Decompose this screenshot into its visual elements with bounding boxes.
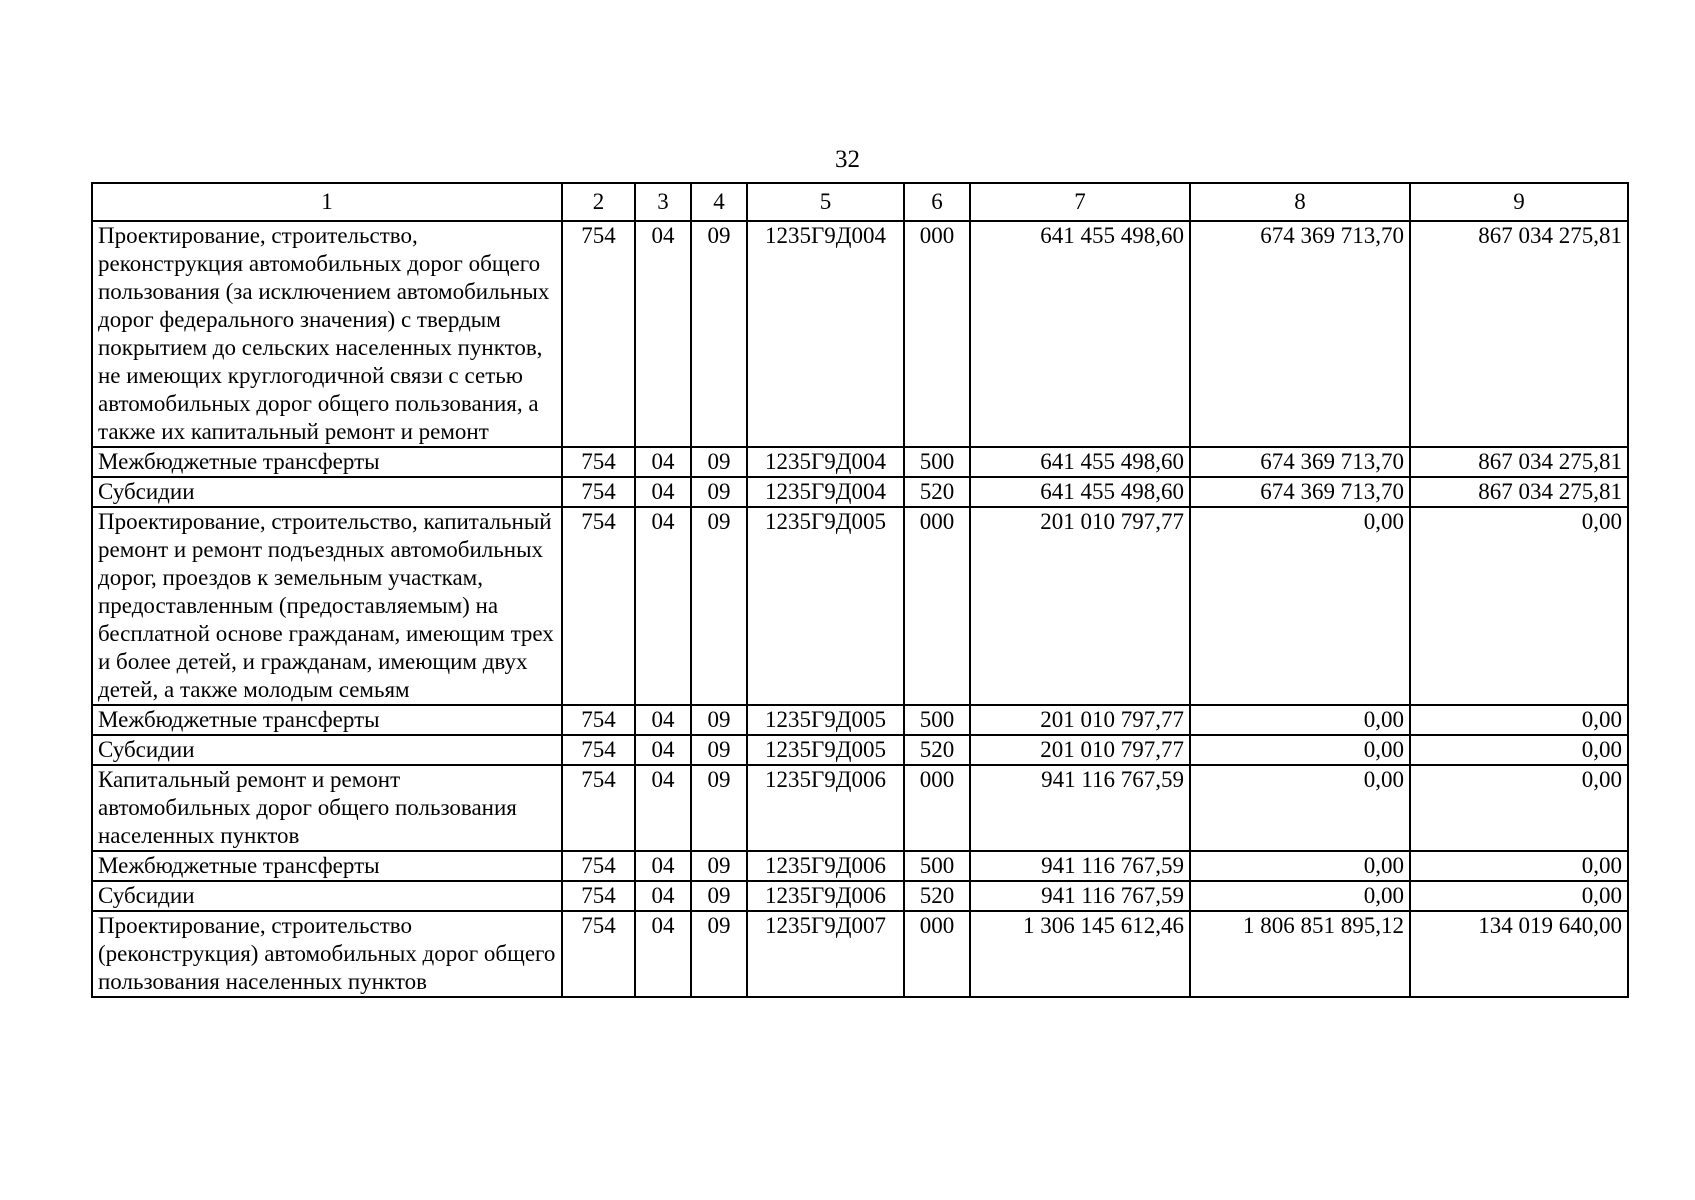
- amount-col8-cell: 674 369 713,70: [1190, 477, 1410, 507]
- target-article-cell: 1235Г9Д004: [747, 221, 904, 447]
- amount-col8-cell: 0,00: [1190, 881, 1410, 911]
- subsection-code-cell: 09: [691, 221, 747, 447]
- expense-type-cell: 520: [904, 735, 970, 765]
- expense-type-cell: 500: [904, 447, 970, 477]
- page-number: 32: [835, 146, 860, 173]
- expense-name-cell: Межбюджетные трансферты: [92, 851, 562, 881]
- expense-type-cell: 000: [904, 765, 970, 851]
- amount-col9-cell: 0,00: [1410, 507, 1628, 705]
- amount-col7-cell: 1 306 145 612,46: [970, 911, 1190, 997]
- amount-col9-cell: 0,00: [1410, 705, 1628, 735]
- expense-type-cell: 000: [904, 221, 970, 447]
- expense-name-cell: Проектирование, строительство, реконструкция автомобильных дорог общего пользования (за исключением автомобильных дорог федерального значения) с твердым покрытием до сельских населенных пунктов, не имеющих круглогодичной связи с сетью автомобильных дорог общего пользования, а также их капитальный ремонт и ремонт: [92, 221, 562, 447]
- amount-col7-cell: 201 010 797,77: [970, 735, 1190, 765]
- section-code-cell: 04: [635, 705, 691, 735]
- expense-type-cell: 500: [904, 851, 970, 881]
- amount-col8-cell: 0,00: [1190, 735, 1410, 765]
- amount-col7-cell: 941 116 767,59: [970, 881, 1190, 911]
- amount-col7-cell: 201 010 797,77: [970, 705, 1190, 735]
- amount-col7-cell: 201 010 797,77: [970, 507, 1190, 705]
- expense-name-cell: Субсидии: [92, 735, 562, 765]
- column-header: 4: [691, 183, 747, 221]
- section-code-cell: 04: [635, 507, 691, 705]
- amount-col9-cell: 867 034 275,81: [1410, 221, 1628, 447]
- table-row: [92, 851, 1628, 881]
- section-code-cell: 04: [635, 765, 691, 851]
- header-row: [92, 183, 1628, 221]
- column-header: 5: [747, 183, 904, 221]
- target-article-cell: 1235Г9Д006: [747, 881, 904, 911]
- column-header: 6: [904, 183, 970, 221]
- section-code-cell: 04: [635, 881, 691, 911]
- subsection-code-cell: 09: [691, 477, 747, 507]
- table-row: [92, 911, 1628, 997]
- section-code-cell: 04: [635, 911, 691, 997]
- amount-col8-cell: 674 369 713,70: [1190, 221, 1410, 447]
- subsection-code-cell: 09: [691, 735, 747, 765]
- amount-col9-cell: 0,00: [1410, 881, 1628, 911]
- ministry-code-cell: 754: [562, 477, 635, 507]
- section-code-cell: 04: [635, 735, 691, 765]
- section-code-cell: 04: [635, 447, 691, 477]
- table-row: [92, 507, 1628, 705]
- ministry-code-cell: 754: [562, 507, 635, 705]
- expense-type-cell: 500: [904, 705, 970, 735]
- expense-name-cell: Проектирование, строительство (реконструкция) автомобильных дорог общего пользования населенных пунктов: [92, 911, 562, 997]
- expense-name-cell: Межбюджетные трансферты: [92, 447, 562, 477]
- column-header: 1: [92, 183, 562, 221]
- table-body: [92, 221, 1628, 997]
- column-header: 3: [635, 183, 691, 221]
- table-row: [92, 477, 1628, 507]
- expense-name-cell: Субсидии: [92, 477, 562, 507]
- subsection-code-cell: 09: [691, 911, 747, 997]
- subsection-code-cell: 09: [691, 705, 747, 735]
- column-header: 2: [562, 183, 635, 221]
- ministry-code-cell: 754: [562, 447, 635, 477]
- amount-col9-cell: 0,00: [1410, 765, 1628, 851]
- amount-col8-cell: 0,00: [1190, 705, 1410, 735]
- amount-col9-cell: 0,00: [1410, 735, 1628, 765]
- table-row: [92, 221, 1628, 447]
- section-code-cell: 04: [635, 477, 691, 507]
- section-code-cell: 04: [635, 221, 691, 447]
- subsection-code-cell: 09: [691, 881, 747, 911]
- target-article-cell: 1235Г9Д004: [747, 477, 904, 507]
- amount-col7-cell: 941 116 767,59: [970, 765, 1190, 851]
- target-article-cell: 1235Г9Д005: [747, 507, 904, 705]
- budget-table: [91, 182, 1629, 998]
- table-row: [92, 447, 1628, 477]
- subsection-code-cell: 09: [691, 765, 747, 851]
- amount-col7-cell: 941 116 767,59: [970, 851, 1190, 881]
- amount-col9-cell: 0,00: [1410, 851, 1628, 881]
- ministry-code-cell: 754: [562, 765, 635, 851]
- expense-name-cell: Проектирование, строительство, капитальный ремонт и ремонт подъездных автомобильных дорог, проездов к земельным участкам, предоставленным (предоставляемым) на бесплатной основе гражданам, имеющим трех и более детей, и гражданам, имеющим двух детей, а также молодым семьям: [92, 507, 562, 705]
- subsection-code-cell: 09: [691, 851, 747, 881]
- target-article-cell: 1235Г9Д005: [747, 705, 904, 735]
- expense-name-cell: Капитальный ремонт и ремонт автомобильных дорог общего пользования населенных пунктов: [92, 765, 562, 851]
- section-code-cell: 04: [635, 851, 691, 881]
- ministry-code-cell: 754: [562, 221, 635, 447]
- amount-col8-cell: 1 806 851 895,12: [1190, 911, 1410, 997]
- expense-type-cell: 000: [904, 911, 970, 997]
- target-article-cell: 1235Г9Д005: [747, 735, 904, 765]
- table-row: [92, 765, 1628, 851]
- ministry-code-cell: 754: [562, 911, 635, 997]
- ministry-code-cell: 754: [562, 851, 635, 881]
- target-article-cell: 1235Г9Д004: [747, 447, 904, 477]
- amount-col7-cell: 641 455 498,60: [970, 477, 1190, 507]
- ministry-code-cell: 754: [562, 705, 635, 735]
- expense-type-cell: 520: [904, 881, 970, 911]
- table-row: [92, 735, 1628, 765]
- column-header: 9: [1410, 183, 1628, 221]
- amount-col8-cell: 674 369 713,70: [1190, 447, 1410, 477]
- table-row: [92, 705, 1628, 735]
- amount-col8-cell: 0,00: [1190, 507, 1410, 705]
- expense-name-cell: Межбюджетные трансферты: [92, 705, 562, 735]
- amount-col8-cell: 0,00: [1190, 765, 1410, 851]
- amount-col7-cell: 641 455 498,60: [970, 447, 1190, 477]
- expense-type-cell: 000: [904, 507, 970, 705]
- column-header: 7: [970, 183, 1190, 221]
- amount-col9-cell: 867 034 275,81: [1410, 447, 1628, 477]
- target-article-cell: 1235Г9Д006: [747, 765, 904, 851]
- target-article-cell: 1235Г9Д006: [747, 851, 904, 881]
- amount-col9-cell: 867 034 275,81: [1410, 477, 1628, 507]
- amount-col9-cell: 134 019 640,00: [1410, 911, 1628, 997]
- amount-col7-cell: 641 455 498,60: [970, 221, 1190, 447]
- target-article-cell: 1235Г9Д007: [747, 911, 904, 997]
- amount-col8-cell: 0,00: [1190, 851, 1410, 881]
- expense-name-cell: Субсидии: [92, 881, 562, 911]
- expense-type-cell: 520: [904, 477, 970, 507]
- table-row: [92, 881, 1628, 911]
- subsection-code-cell: 09: [691, 507, 747, 705]
- column-header: 8: [1190, 183, 1410, 221]
- ministry-code-cell: 754: [562, 735, 635, 765]
- ministry-code-cell: 754: [562, 881, 635, 911]
- subsection-code-cell: 09: [691, 447, 747, 477]
